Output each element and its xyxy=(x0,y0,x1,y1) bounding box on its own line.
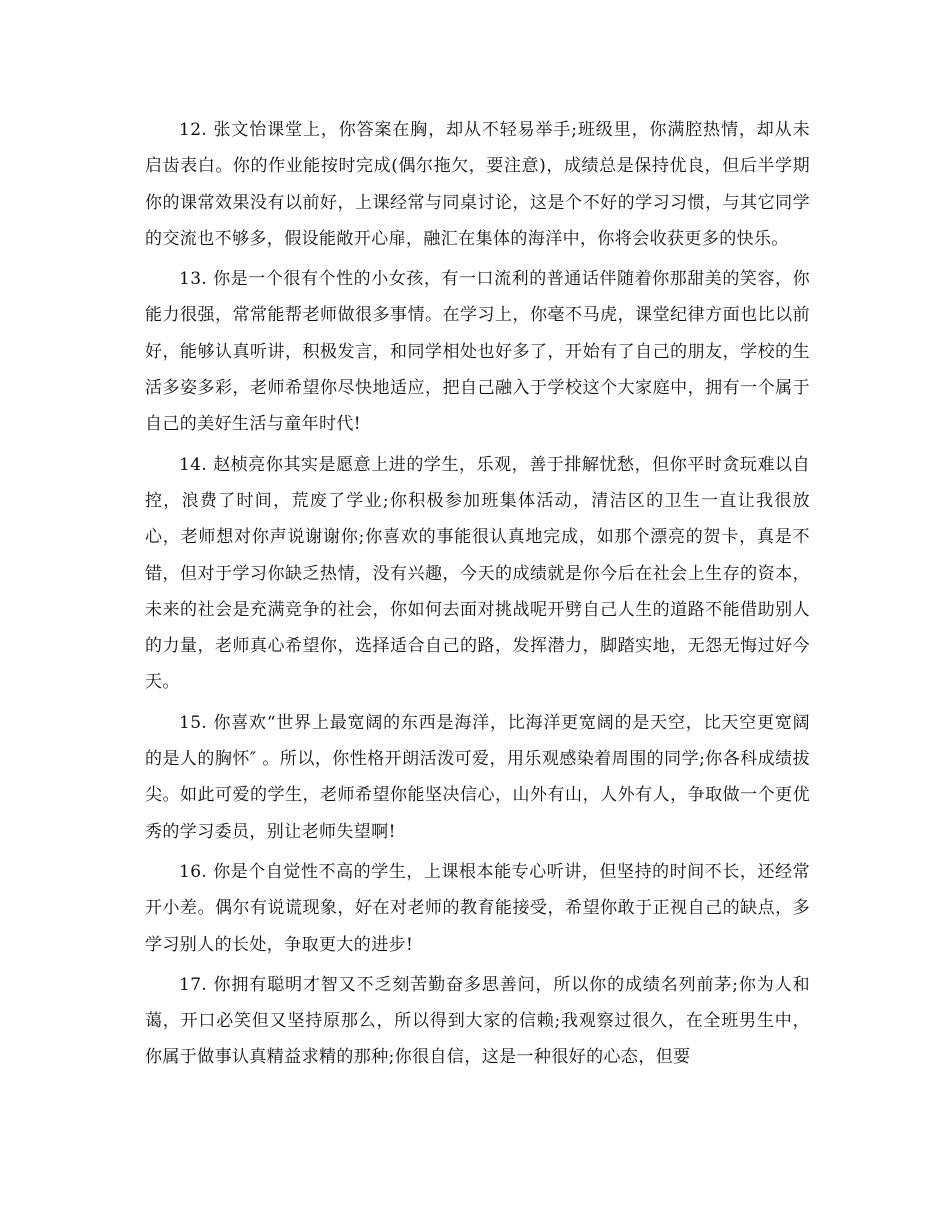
comment-paragraph-16: 16. 你是个自觉性不高的学生，上课根本能专心听讲，但坚持的时间不长，还经常开小差。偶尔有说谎现象，好在对老师的教育能接受，希望你敢于正视自己的缺点，多学习别人的长处，争取更大的进步! xyxy=(145,861,810,955)
comment-paragraph-12: 12. 张文怡课堂上，你答案在胸，却从不轻易举手;班级里，你满腔热情，却从未启齿表白。你的作业能按时完成(偶尔拖欠，要注意)，成绩总是保持优良，但后半学期你的课常效果没有以前好，上课经常与同桌讨论，这是个不好的学习习惯，与其它同学的交流也不够多，假设能敞开心扉，融汇在集体的海洋中，你将会收获更多的快乐。 xyxy=(145,120,810,249)
comment-paragraph-17: 17. 你拥有聪明才智又不乏刻苦勤奋多思善问，所以你的成绩名列前茅;你为人和蔼，开口必笑但又坚持原那么，所以得到大家的信赖;我观察过很久，在全班男生中，你属于做事认真精益求精的那种;你很自信，这是一种很好的心态，但要 xyxy=(145,974,810,1068)
document-body xyxy=(145,112,810,1080)
comment-paragraph-13: 13. 你是一个很有个性的小女孩，有一口流利的普通话伴随着你那甜美的笑容，你能力很强，常常能帮老师做很多事情。在学习上，你毫不马虎，课堂纪律方面也比以前好，能够认真听讲，积极发言，和同学相处也好多了，开始有了自己的朋友，学校的生活多姿多彩，老师希望你尽快地适应，把自己融入于学校这个大家庭中，拥有一个属于自己的美好生活与童年时代! xyxy=(145,269,810,435)
comment-paragraph-15: 15. 你喜欢“世界上最宽阔的东西是海洋，比海洋更宽阔的是天空，比天空更宽阔的是人的胸怀″ 。所以，你性格开朗活泼可爱，用乐观感染着周围的同学;你各科成绩拔尖。如此可爱的学生，老师希望你能坚决信心，山外有山，人外有人，争取做一个更优秀的学习委员，别让老师失望啊! xyxy=(145,712,810,842)
comment-paragraph-14: 14. 赵桢亮你其实是愿意上进的学生，乐观，善于排解忧愁，但你平时贪玩难以自控，浪费了时间，荒废了学业;你积极参加班集体活动，清洁区的卫生一直让我很放心，老师想对你声说谢谢你;你喜欢的事能很认真地完成，如那个漂亮的贺卡，真是不错，但对于学习你缺乏热情，没有兴趣，今天的成绩就是你今后在社会上生存的资本，未来的社会是充满竞争的社会，你如何去面对挑战呢开劈自己人生的道路不能借助别人的力量，老师真心希望你，选择适合自己的路，发挥潜力，脚踏实地，无怨无悔过好今天。 xyxy=(145,454,810,693)
